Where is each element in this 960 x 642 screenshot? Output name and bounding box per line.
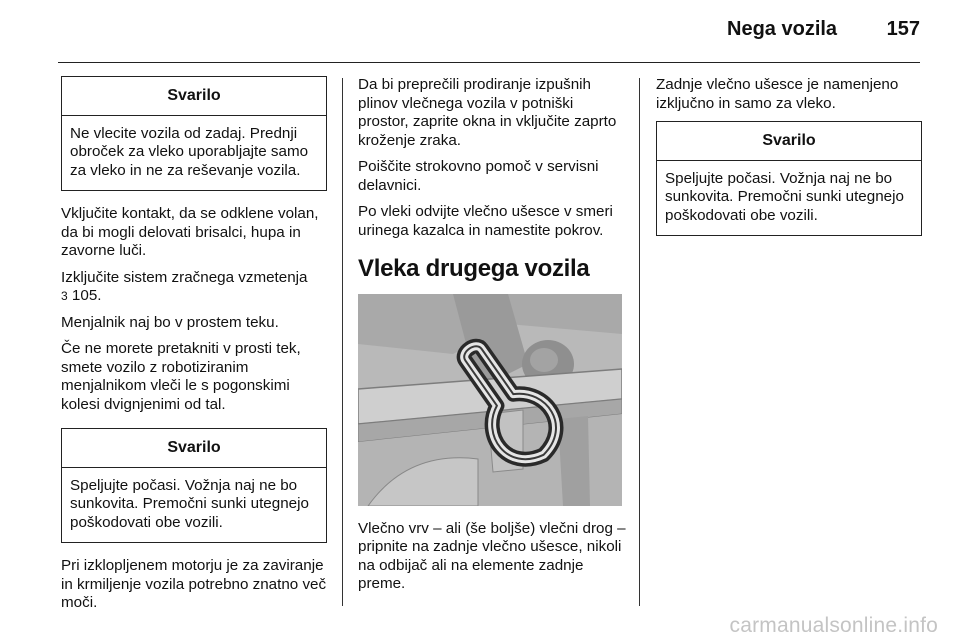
warning-box xyxy=(61,428,327,543)
page-title: Nega vozila xyxy=(727,18,838,40)
paragraph-with-reference xyxy=(61,269,327,306)
paragraph-text: Izključite sistem zračnega vzmetenja xyxy=(61,268,308,286)
column-divider-2 xyxy=(639,78,640,606)
warning-title: Svarilo xyxy=(62,77,326,116)
column-2 xyxy=(358,76,626,602)
paragraph: Da bi preprečili prodiranje izpušnih plinov vlečnega vozila v potniški prostor, zaprite okna in vključite zaprto kroženje zraka. xyxy=(358,76,617,149)
figure-caption: Vlečno vrv – ali (še boljše) vlečni drog – pripnite na zadnje vlečno ušesce, nikoli na odbijač ali na elemente zadnje preme. xyxy=(358,519,626,592)
watermark: carmanualsonline.info xyxy=(729,614,938,637)
column-divider-1 xyxy=(342,78,343,606)
towing-eye-illustration xyxy=(358,294,622,506)
page-number: 157 xyxy=(886,18,920,40)
paragraph: Poiščite strokovno pomoč v servisni delavnici. xyxy=(358,158,599,194)
column-3 xyxy=(656,76,922,250)
page-header xyxy=(727,18,920,41)
warning-text: Speljujte počasi. Vožnja naj ne bo sunkovita. Premočni sunki utegnejo poškodovati obe vozili. xyxy=(665,169,904,224)
paragraph: Če ne morete pretakniti v prosti tek, smete vozilo z robotiziranim menjalnikom vleči le s pogonskimi kolesi dvignjenimi od tal. xyxy=(61,340,301,413)
page-reference-icon: 3 xyxy=(61,289,68,303)
section-title: Vleka drugega vozila xyxy=(358,255,590,282)
page-reference[interactable]: 105. xyxy=(71,287,102,304)
warning-title: Svarilo xyxy=(62,429,326,468)
paragraph: Po vleki odvijte vlečno ušesce v smeri urinega kazalca in namestite pokrov. xyxy=(358,203,613,239)
warning-text: Ne vlecite vozila od zadaj. Prednji obroček za vleko uporabljajte samo za vleko in ne za reševanje vozila. xyxy=(70,124,309,179)
paragraph: Menjalnik naj bo v prostem teku. xyxy=(61,313,279,331)
paragraph: Pri izklopljenem motorju je za zaviranje in krmiljenje vozila potrebno znatno več moči. xyxy=(61,557,327,611)
towing-eye-icon xyxy=(358,294,622,506)
warning-title: Svarilo xyxy=(657,122,921,161)
warning-text: Speljujte počasi. Vožnja naj ne bo sunkovita. Premočni sunki utegnejo poškodovati obe vozili. xyxy=(70,476,309,531)
warning-box xyxy=(61,76,327,191)
warning-box xyxy=(656,121,922,236)
column-1 xyxy=(61,76,327,621)
paragraph: Zadnje vlečno ušesce je namenjeno izključno in samo za vleko. xyxy=(656,76,899,112)
header-divider xyxy=(58,62,920,63)
paragraph: Vključite kontakt, da se odklene volan, da bi mogli delovati brisalci, hupa in zavorne luči. xyxy=(61,205,319,259)
